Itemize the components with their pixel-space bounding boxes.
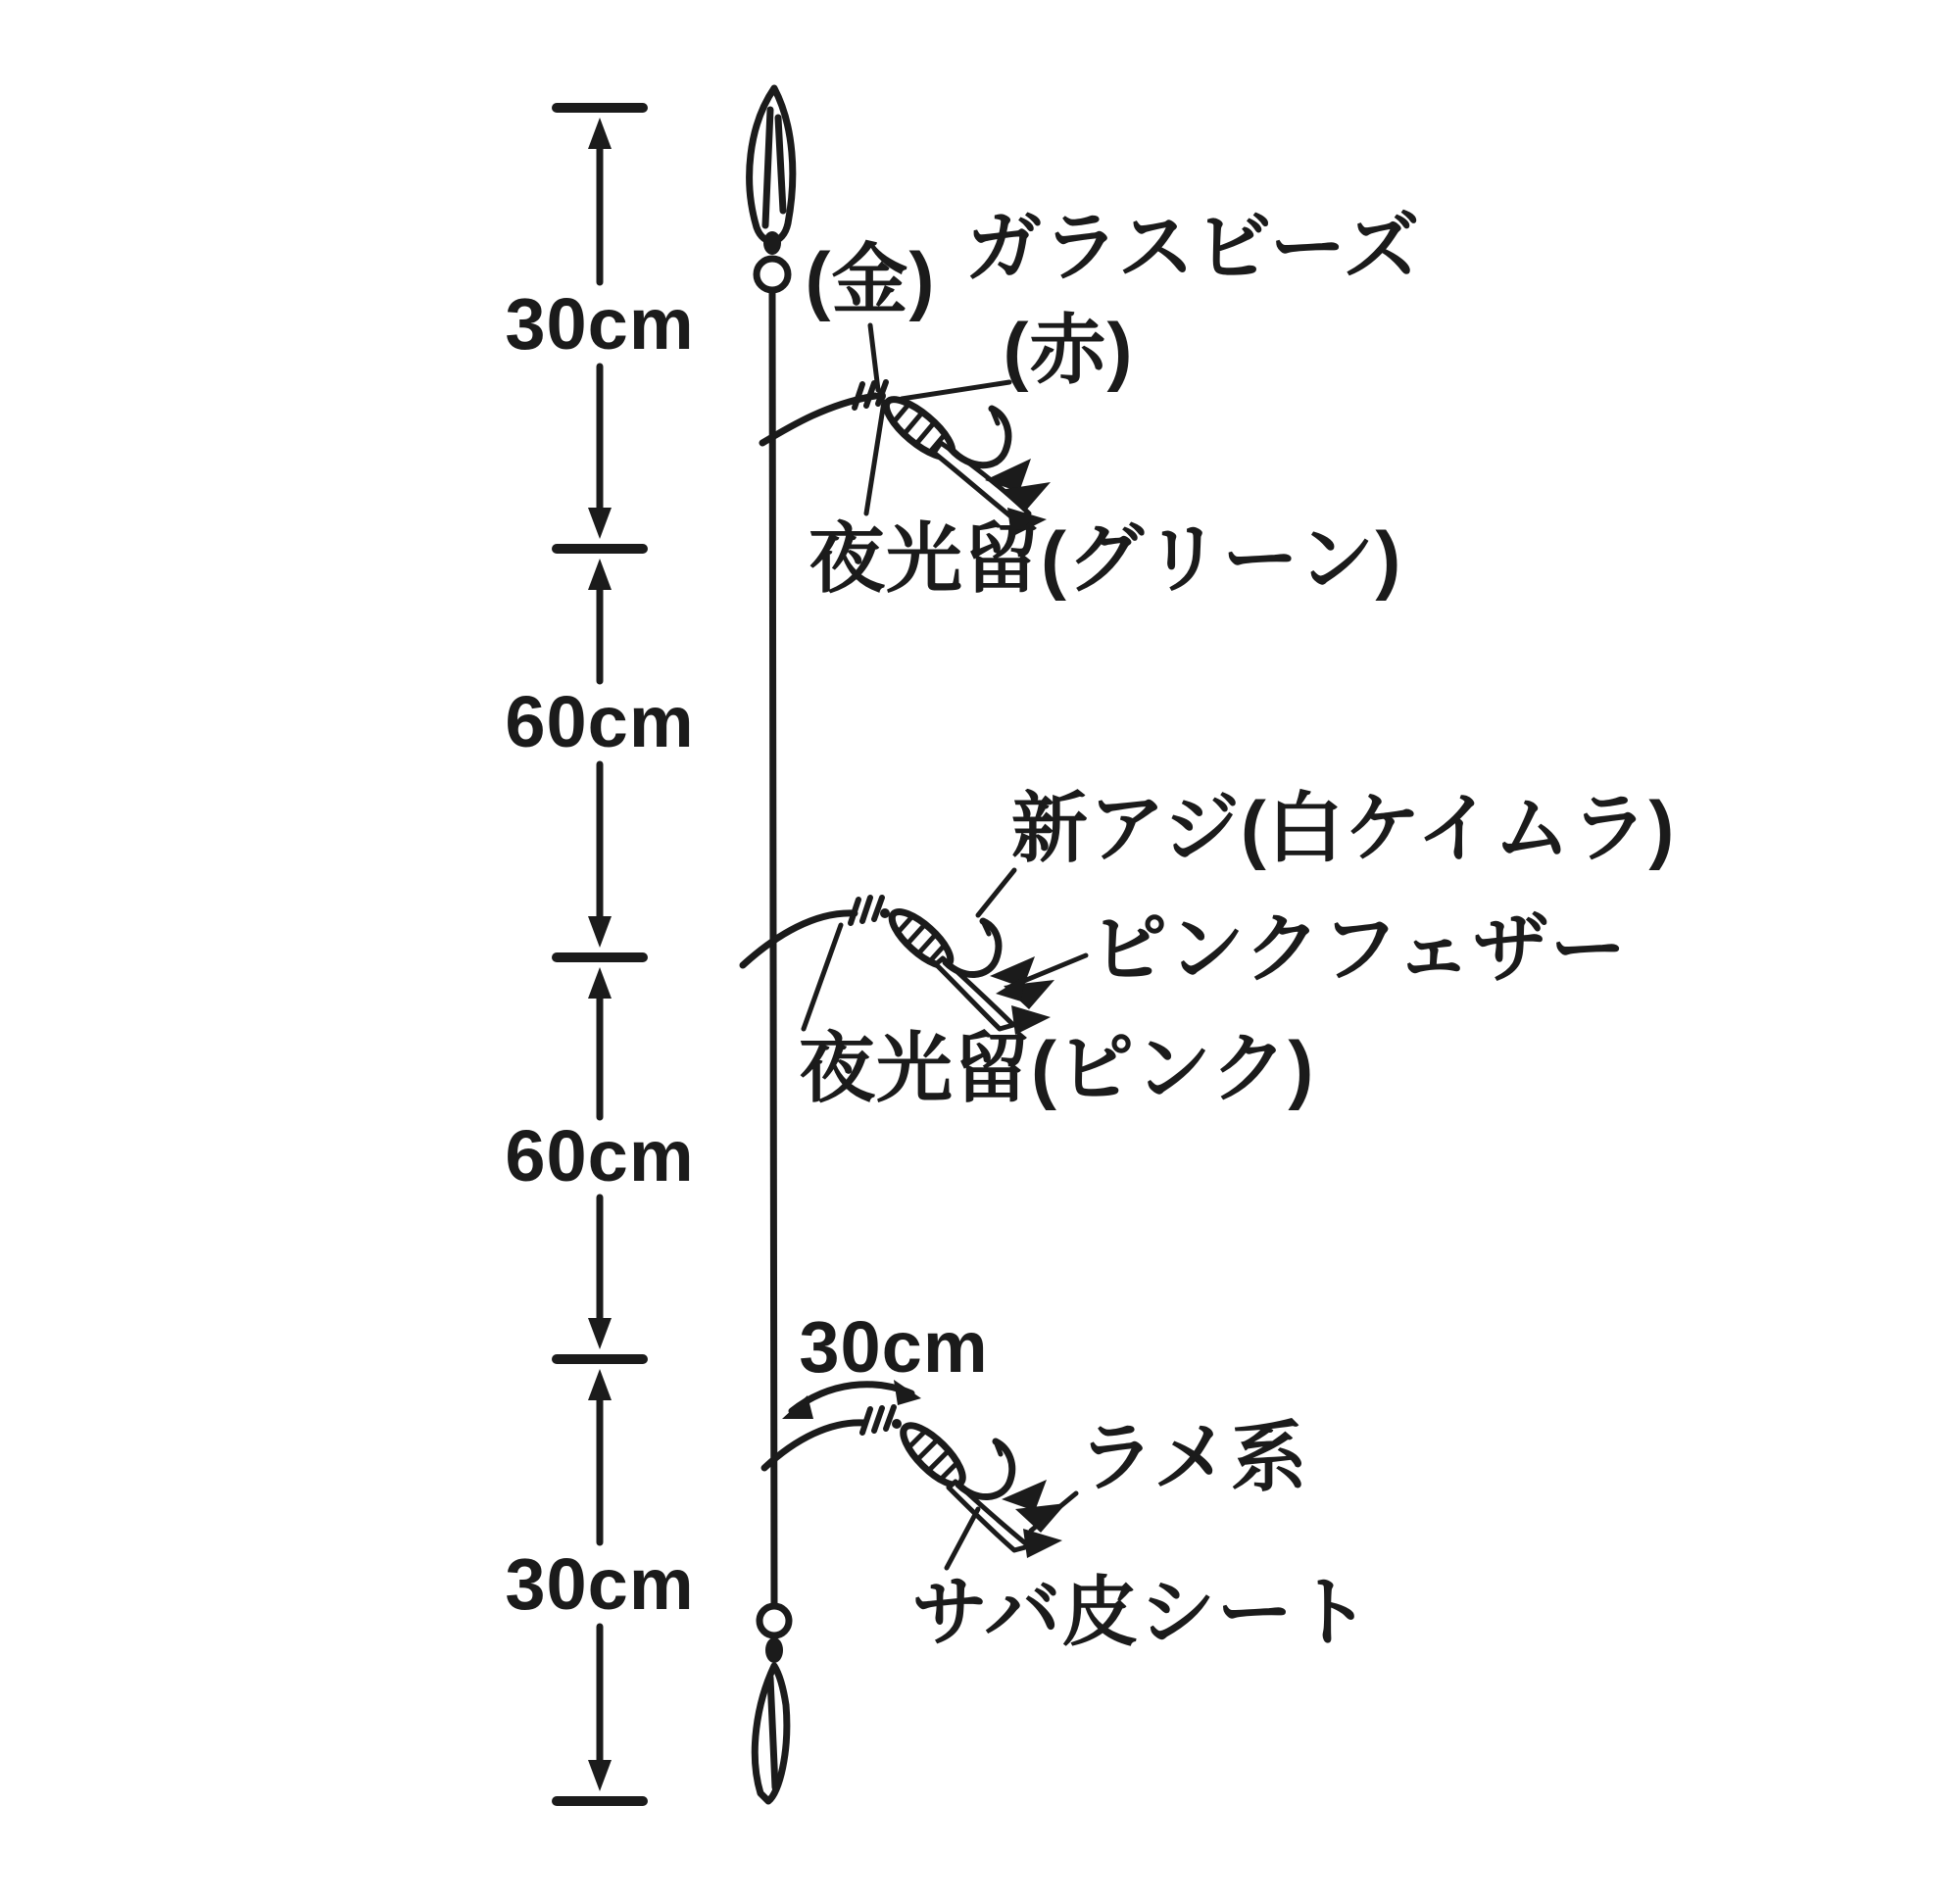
dim-label-seg3: 60cm [505,1115,695,1196]
annotation-glass-beads: ガラスビーズ [965,204,1421,290]
dim-label-seg1: 30cm [505,283,695,365]
annotation-stopper-green: 夜光留(グリーン) [808,515,1402,602]
annotation-pink-feather: ピンクフェザー [1091,905,1628,992]
branch-line-3 [764,1423,864,1468]
leader-stopper-pink [804,925,841,1029]
bead-ticks-3 [862,1407,894,1433]
dim-label-seg2: 60cm [505,681,695,762]
hook-bend-3 [958,1441,1012,1497]
hook-bend-2 [946,921,999,975]
annotation-saba-skin: サバ皮シート [911,1569,1372,1655]
leader-saba-skin [947,1509,978,1568]
dim-label-branch: 30cm [799,1306,989,1388]
annotation-shin-aji: 新アジ(白ケイムラ) [1011,785,1676,871]
leader-red [902,382,1009,399]
leader-shin-aji [978,870,1014,915]
leader-stopper-green [866,402,884,513]
hook-assembly-3 [764,1380,1076,1568]
hook-bend-1 [951,409,1008,465]
main-line [772,291,774,1607]
top-swivel [750,88,793,290]
dim-label-seg4: 30cm [505,1543,695,1625]
bead-ticks-2 [851,898,882,923]
annotation-gold: (金) [805,236,936,322]
annotation-lame: ラメ系 [1078,1414,1308,1500]
hook-assembly-2 [743,870,1086,1035]
annotation-stopper-pink: 夜光留(ピンク) [799,1025,1315,1111]
bottom-swivel [755,1606,789,1801]
annotation-red: (赤) [1003,307,1134,393]
